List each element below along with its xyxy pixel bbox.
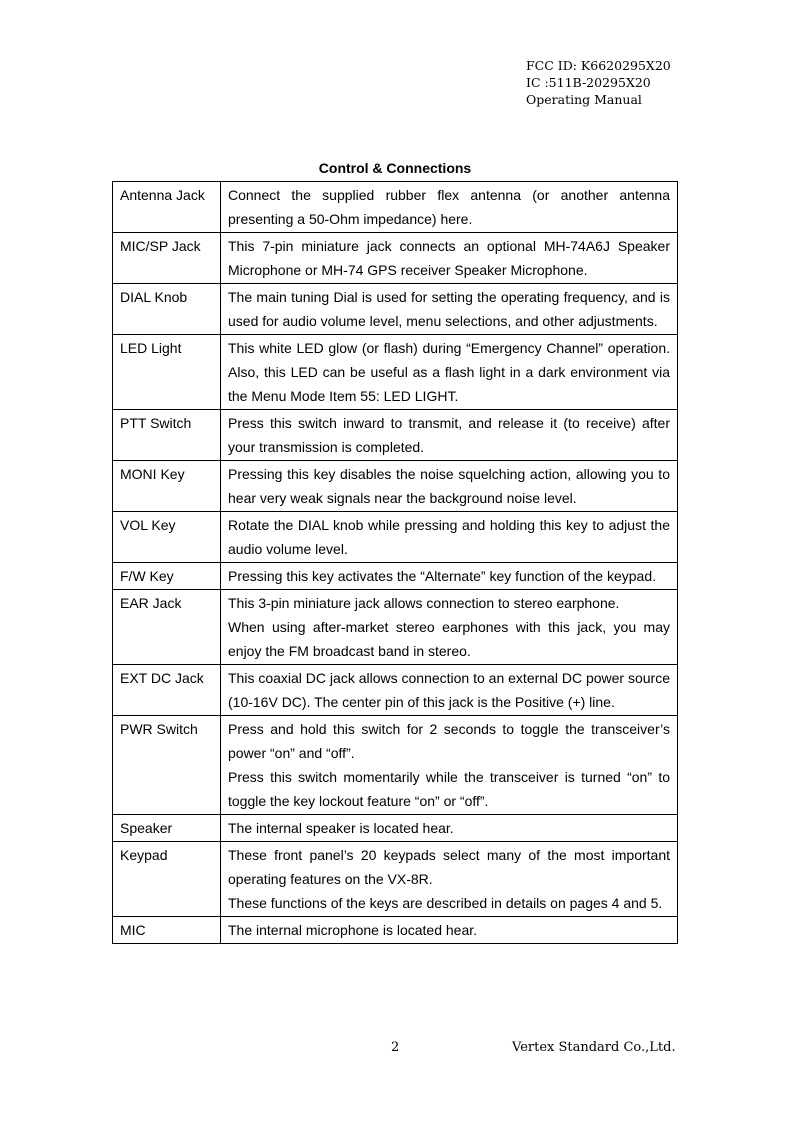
control-name: Keypad: [113, 842, 221, 917]
control-description: [221, 815, 678, 842]
description-paragraph: When using after-market stereo earphones with this jack, you may enjoy the FM broadcast band in stereo.: [228, 619, 670, 659]
table-row: [113, 917, 678, 944]
description-paragraph: Pressing this key activates the “Alternate” key function of the keypad.: [228, 568, 656, 584]
table-row: [113, 512, 678, 563]
description-paragraph: Press this switch momentarily while the transceiver is turned “on” to toggle the key lockout feature “on” or “off”.: [228, 769, 670, 809]
description-paragraph: This white LED glow (or flash) during “Emergency Channel” operation. Also, this LED can be useful as a flash light in a dark environment via the Menu Mode Item 55: LED LIGHT.: [228, 340, 670, 404]
control-description: [221, 182, 678, 233]
control-name: MIC/SP Jack: [113, 233, 221, 284]
control-description: [221, 563, 678, 590]
control-name: DIAL Knob: [113, 284, 221, 335]
description-paragraph: This 7-pin miniature jack connects an optional MH-74A6J Speaker Microphone or MH-74 GPS receiver Speaker Microphone.: [228, 238, 670, 278]
table-row: [113, 461, 678, 512]
document-header: [526, 57, 671, 108]
control-name: F/W Key: [113, 563, 221, 590]
description-paragraph: The internal microphone is located hear.: [228, 922, 478, 938]
control-name: MONI Key: [113, 461, 221, 512]
control-description: [221, 842, 678, 917]
table-row: [113, 563, 678, 590]
description-paragraph: These functions of the keys are described in details on pages 4 and 5.: [228, 895, 663, 911]
control-name: PTT Switch: [113, 410, 221, 461]
control-description: [221, 410, 678, 461]
control-description: [221, 917, 678, 944]
control-name: MIC: [113, 917, 221, 944]
description-paragraph: Pressing this key disables the noise squelching action, allowing you to hear very weak signals near the background noise level.: [228, 466, 670, 506]
table-row: [113, 335, 678, 410]
page-number: 2: [391, 1040, 400, 1055]
table-row: [113, 716, 678, 815]
description-paragraph: The internal speaker is located hear.: [228, 820, 454, 836]
table-row: [113, 182, 678, 233]
controls-table-body: [113, 182, 678, 944]
description-paragraph: This 3-pin miniature jack allows connection to stereo earphone.: [228, 595, 620, 611]
control-name: PWR Switch: [113, 716, 221, 815]
description-paragraph: Press and hold this switch for 2 seconds to toggle the transceiver’s power “on” and “off”.: [228, 721, 670, 761]
controls-table: [112, 181, 678, 944]
table-row: [113, 284, 678, 335]
control-description: [221, 233, 678, 284]
control-name: VOL Key: [113, 512, 221, 563]
document-type: Operating Manual: [526, 92, 642, 107]
control-name: EXT DC Jack: [113, 665, 221, 716]
control-description: [221, 335, 678, 410]
table-row: [113, 233, 678, 284]
control-name: Speaker: [113, 815, 221, 842]
ic-id: IC :511B-20295X20: [526, 75, 651, 90]
control-description: [221, 716, 678, 815]
table-row: [113, 815, 678, 842]
description-paragraph: The main tuning Dial is used for setting the operating frequency, and is used for audio volume level, menu selections, and other adjustments.: [228, 289, 670, 329]
control-description: [221, 665, 678, 716]
description-paragraph: Rotate the DIAL knob while pressing and holding this key to adjust the audio volume level.: [228, 517, 670, 557]
section-title: Control & Connections: [318, 160, 472, 176]
control-description: [221, 461, 678, 512]
control-description: [221, 284, 678, 335]
description-paragraph: Connect the supplied rubber flex antenna (or another antenna presenting a 50-Ohm impedance) here.: [228, 187, 670, 227]
description-paragraph: Press this switch inward to transmit, and release it (to receive) after your transmission is completed.: [228, 415, 670, 455]
description-paragraph: These front panel’s 20 keypads select many of the most important operating features on the VX-8R.: [228, 847, 670, 887]
fcc-id: FCC ID: K6620295X20: [526, 58, 671, 73]
table-row: [113, 590, 678, 665]
table-row: [113, 665, 678, 716]
control-description: [221, 590, 678, 665]
table-row: [113, 842, 678, 917]
control-description: [221, 512, 678, 563]
control-name: LED Light: [113, 335, 221, 410]
company-name: Vertex Standard Co.,Ltd.: [512, 1040, 676, 1055]
table-row: [113, 410, 678, 461]
control-name: EAR Jack: [113, 590, 221, 665]
control-name: Antenna Jack: [113, 182, 221, 233]
description-paragraph: This coaxial DC jack allows connection to an external DC power source (10-16V DC). The center pin of this jack is the Positive (+) line.: [228, 670, 670, 710]
